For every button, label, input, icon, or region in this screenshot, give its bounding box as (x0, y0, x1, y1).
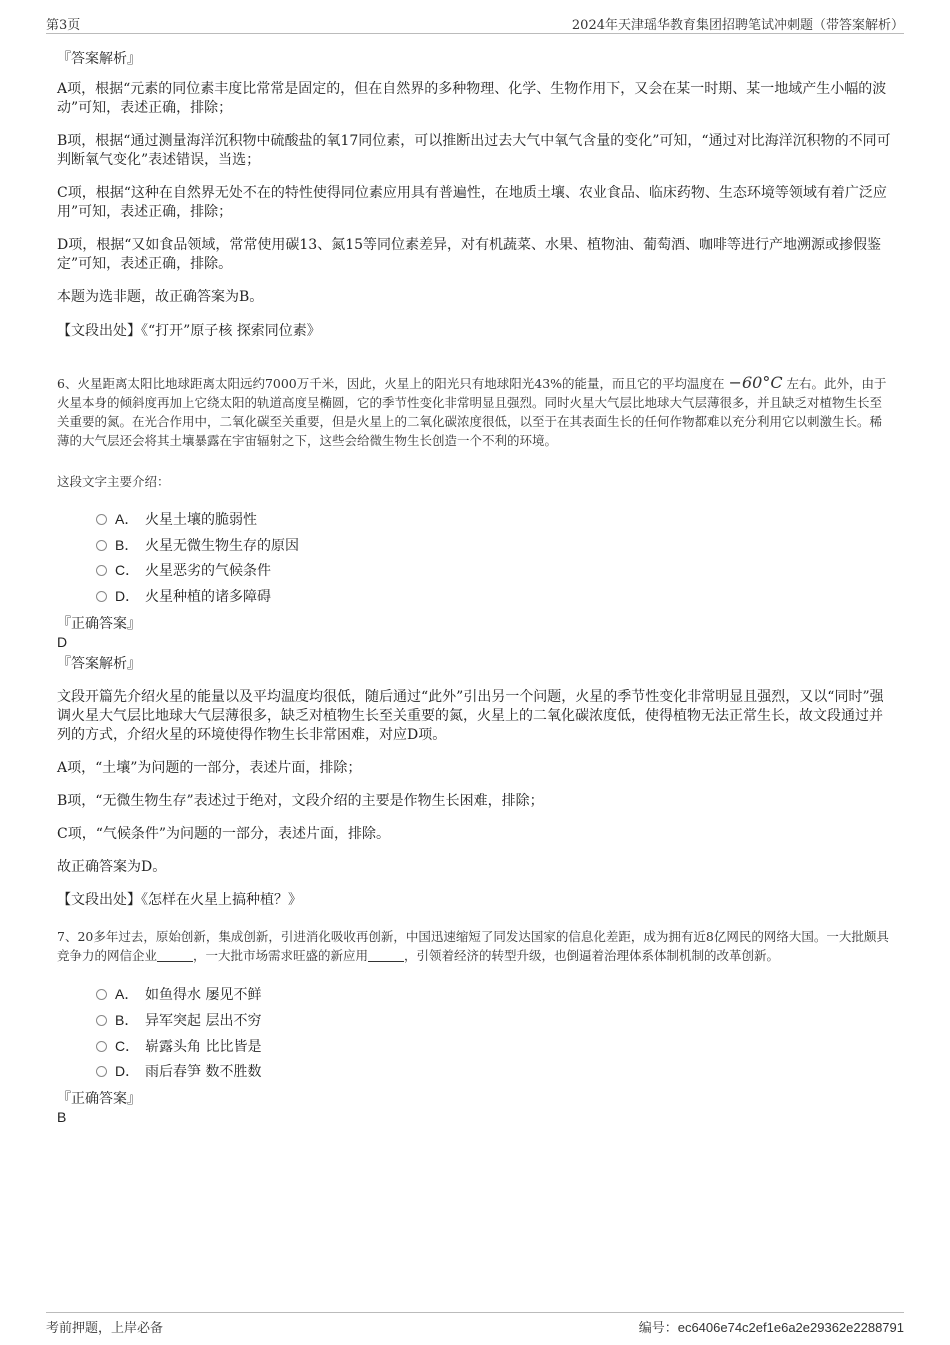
radio-icon[interactable] (96, 514, 107, 525)
page-footer (46, 1312, 904, 1336)
radio-icon[interactable] (96, 1041, 107, 1052)
question-6-prompt: 这段文字主要介绍： (57, 474, 170, 489)
page-header (46, 14, 904, 34)
question-7-stem: 7、20多年过去，原始创新，集成创新，引进消化吸收再创新，中国迅速缩短了同发达国家的信息化差距，成为拥有近8亿网民的网络大国。一大批颇具竞争力的网信企业 ，一大批市场需求旺盛的新应用 ，引领着经济的转型升级，也倒逼着治理体系体制机制的改革创新。 (57, 929, 889, 963)
analysis-option-d: D项，根据“又如食品领域，常常使用碳13、氮15等同位素差异，对有机蔬菜、水果、植物油、葡萄酒、咖啡等进行产地溯源或掺假鉴定”可知，表述正确，排除。 (57, 237, 882, 272)
analysis-option-a: A项，根据“元素的同位素丰度比常常是固定的，但在自然界的多种物理、化学、生物作用下，又会在某一时期、某一地域产生小幅的波动”可知，表述正确，排除； (57, 81, 887, 116)
analysis-option-b: B项，根据“通过测量海洋沉积物中硫酸盐的氧17同位素，可以推断出过去大气中氧气含量的变化”可知，“通过对比海洋沉积物的不同可判断氧气变化”表述错误，当选； (57, 133, 891, 168)
q7-option-d[interactable]: D． 雨后春笋 数不胜数 (96, 1062, 261, 1081)
analysis-option-c: C项，“气候条件”为问题的一部分，表述片面，排除。 (57, 826, 391, 842)
analysis-label: 『答案解析』 (57, 51, 141, 67)
correct-answer: B (57, 1109, 67, 1125)
analysis-label: 『答案解析』 (57, 656, 141, 672)
page-number: 第3页 (46, 18, 81, 33)
radio-icon[interactable] (96, 565, 107, 576)
question-6-stem: 6、火星距离太阳比地球距离太阳远约7000万千米，因此，火星上的阳光只有地球阳光43%的能量，而且它的平均温度在 −60°C 左右。此外，由于火星本身的倾斜度再加上它绕太阳的轨道高度呈椭圆，它的季节性变化非常明显且强烈。同时火星大气层比地球大气层薄很多，并且缺乏对植物生长至关重要的氮。在光合作用中，二氧化碳至关重要，但是火星上的二氧化碳浓度很低，以至于在其表面生长的任何作物都难以充分利用它以刺激生长。稀薄的大气层还会将其土壤暴露在宇宙辐射之下，这些会给微生物生长创造一个不利的环境。 (57, 373, 887, 448)
analysis-conclusion: 故正确答案为D。 (57, 859, 167, 875)
footer-slogan: 考前押题，上岸必备 (46, 1321, 164, 1336)
temperature-value: −60°C (728, 373, 783, 392)
radio-icon[interactable] (96, 1015, 107, 1026)
q6-option-b[interactable]: B． 火星无微生物生存的原因 (96, 536, 299, 555)
radio-icon[interactable] (96, 989, 107, 1000)
correct-answer: D (57, 634, 68, 650)
q6-option-d[interactable]: D． 火星种植的诸多障碍 (96, 587, 271, 606)
blank-1 (157, 949, 193, 962)
radio-icon[interactable] (96, 591, 107, 602)
q7-option-a[interactable]: A． 如鱼得水 屡见不鲜 (96, 985, 261, 1004)
analysis-conclusion: 本题为选非题，故正确答案为B。 (57, 289, 264, 305)
analysis-main: 文段开篇先介绍火星的能量以及平均温度均很低，随后通过“此外”引出另一个问题，火星的季节性变化非常明显且强烈，又以“同时”强调火星大气层比地球大气层薄很多，缺乏对植物生长至关重要的氮，火星上的二氧化碳浓度低，使得植物无法正常生长，故文段通过并列的方式，介绍火星的环境使得作物生长非常困难，对应D项。 (57, 689, 884, 743)
analysis-option-c: C项，根据“这种在自然界无处不在的特性使得同位素应用具有普遍性，在地质土壤、农业食品、临床药物、生态环境等领域有着广泛应用”可知，表述正确，排除； (57, 185, 887, 220)
radio-icon[interactable] (96, 1066, 107, 1077)
source-citation: 【文段出处】《“打开”原子核 探索同位素》 (57, 323, 321, 339)
analysis-option-b: B项，“无微生物生存”表述过于绝对，文段介绍的主要是作物生长困难，排除； (57, 793, 544, 809)
q7-option-b[interactable]: B． 异军突起 层出不穷 (96, 1011, 261, 1030)
correct-answer-label: 『正确答案』 (57, 616, 141, 632)
q6-option-a[interactable]: A． 火星土壤的脆弱性 (96, 510, 257, 529)
q6-option-c[interactable]: C． 火星恶劣的气候条件 (96, 561, 271, 580)
analysis-option-a: A项，“土壤”为问题的一部分，表述片面，排除； (57, 760, 362, 776)
document-code: 编号：ec6406e74c2ef1e6a2e29362e2288791 (638, 1320, 904, 1336)
radio-icon[interactable] (96, 540, 107, 551)
correct-answer-label: 『正确答案』 (57, 1091, 141, 1107)
source-citation: 【文段出处】《怎样在火星上搞种植？》 (57, 892, 302, 908)
blank-2 (368, 949, 404, 962)
q7-option-c[interactable]: C． 崭露头角 比比皆是 (96, 1037, 261, 1056)
document-title: 2024年天津瑶华教育集团招聘笔试冲刺题（带答案解析） (571, 18, 904, 33)
